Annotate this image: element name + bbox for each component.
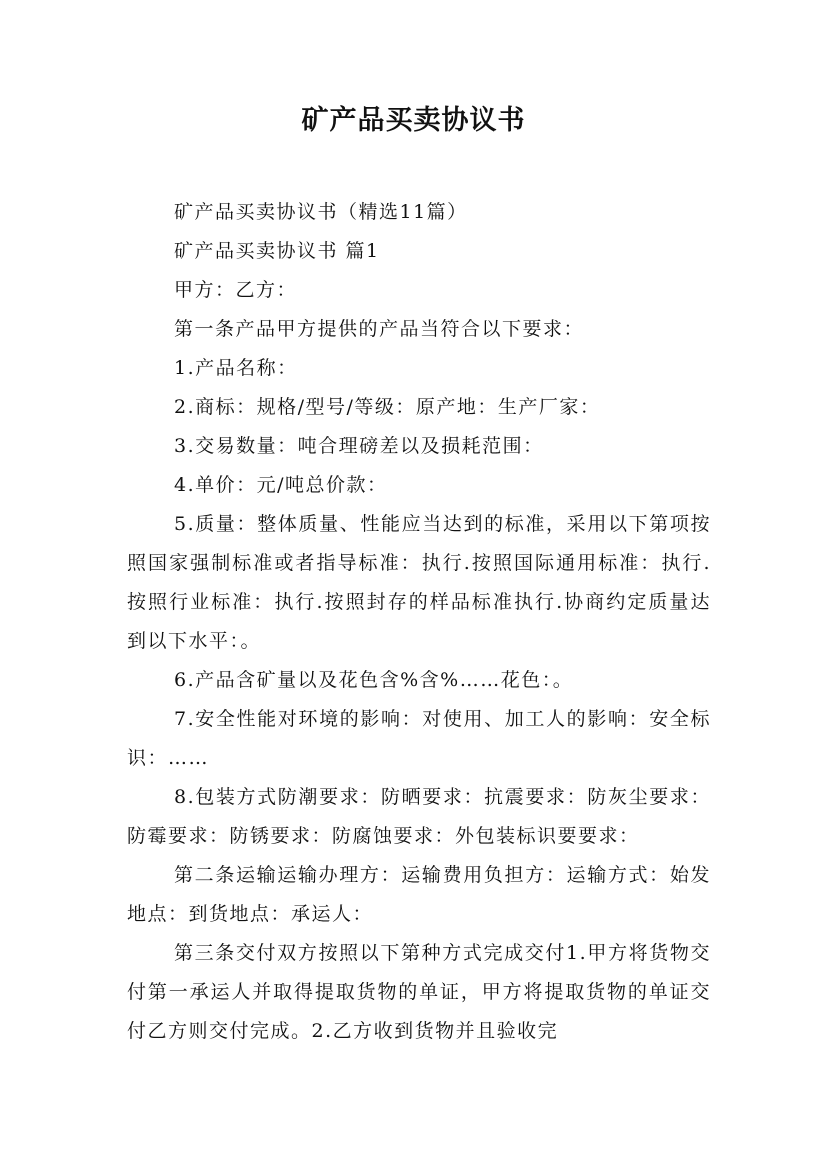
paragraph-item-2: 2.商标：规格/型号/等级：原产地：生产厂家： — [174, 396, 601, 418]
paragraph-item-4: 4.单价：元/吨总价款： — [174, 474, 388, 496]
paragraph-subtitle: 矿产品买卖协议书（精选11篇） — [174, 201, 468, 223]
paragraph-article-3: 第三条交付双方按照以下第种方式完成交付1.甲方将货物交付第一承运人并取得提取货物的单证，甲方将提取货物的单证交付乙方则交付完成。2.乙方收到货物并且验收完 — [127, 942, 711, 1042]
paragraph-item-1: 1.产品名称： — [174, 357, 298, 379]
paragraph-article-1: 第一条产品甲方提供的产品当符合以下要求： — [174, 318, 585, 340]
document-title: 矿产品买卖协议书 — [301, 105, 526, 136]
document-body — [127, 193, 711, 1051]
paragraph-section-heading: 矿产品买卖协议书 篇1 — [174, 240, 380, 262]
paragraph-article-2: 第二条运输运输办理方：运输费用负担方：运输方式：始发地点：到货地点：承运人： — [127, 864, 711, 925]
paragraph-item-3: 3.交易数量：吨合理磅差以及损耗范围： — [174, 435, 544, 457]
paragraph-item-6: 6.产品含矿量以及花色含%含%……花色：。 — [174, 669, 574, 691]
paragraph-item-7: 7.安全性能对环境的影响：对使用、加工人的影响：安全标识：…… — [127, 708, 711, 769]
paragraph-item-8: 8.包装方式防潮要求：防晒要求：抗震要求：防灰尘要求：防霉要求：防锈要求：防腐蚀要求：外包装标识要要求： — [127, 786, 711, 847]
paragraph-parties: 甲方：乙方： — [174, 279, 298, 301]
paragraph-item-5: 5.质量：整体质量、性能应当达到的标准，采用以下第项按照国家强制标准或者指导标准：执行.按照国际通用标准：执行.按照行业标准：执行.按照封存的样品标准执行.协商约定质量达到以下水平：。 — [127, 513, 711, 652]
